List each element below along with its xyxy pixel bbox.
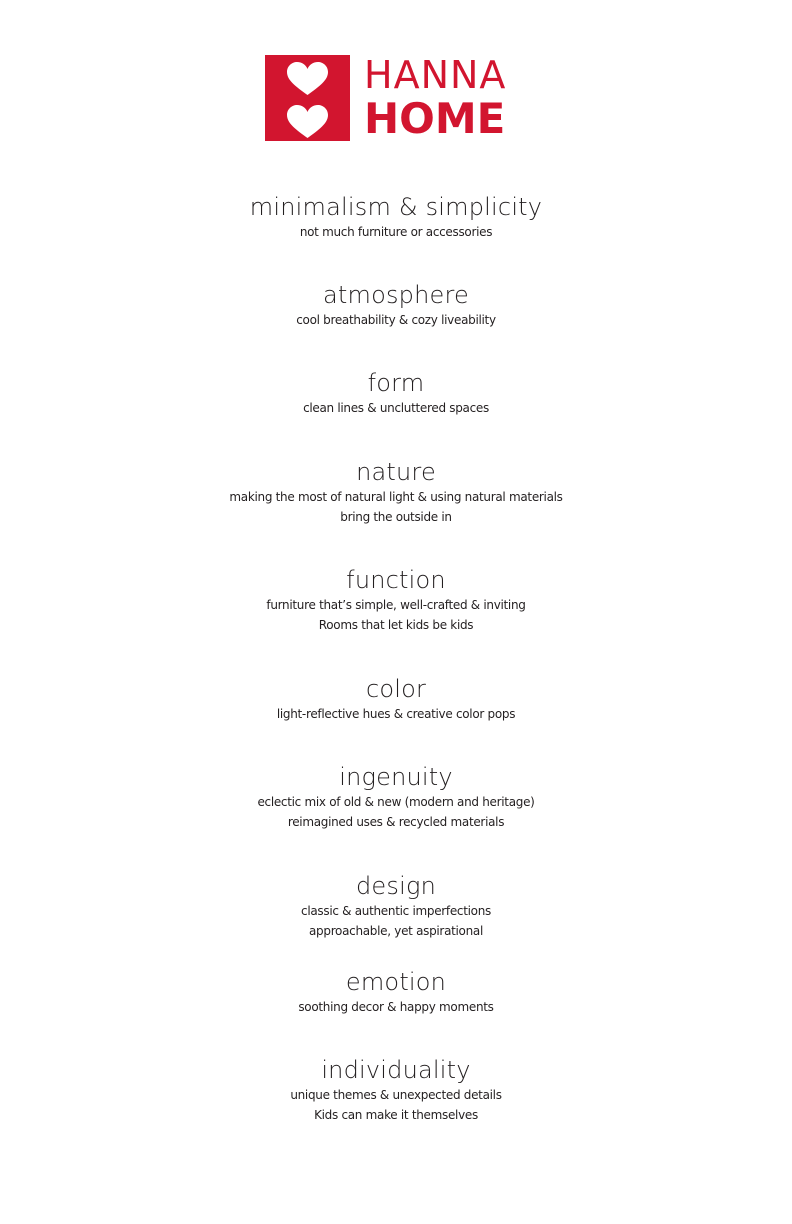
section-heading: individuality	[321, 1056, 471, 1084]
section-heading: design	[356, 872, 436, 900]
section-heading: emotion	[345, 968, 447, 996]
section-emotion	[0, 967, 792, 1017]
section-line: reimagined uses & recycled materials	[287, 815, 505, 829]
section-line: clean lines & uncluttered spaces	[303, 401, 489, 415]
section-form	[0, 368, 792, 418]
brand-wordmark	[364, 55, 506, 142]
section-design	[0, 871, 792, 941]
section-heading: color	[365, 675, 427, 703]
section-heading: function	[346, 566, 446, 594]
heart-logo-icon	[265, 55, 350, 141]
brand-line2: HOME	[364, 94, 506, 143]
section-line: light-reflective hues & creative color pops	[276, 707, 516, 721]
section-line: unique themes & unexpected details	[290, 1088, 502, 1102]
section-line: Rooms that let kids be kids	[318, 618, 474, 632]
section-minimalism	[0, 192, 792, 242]
section-line: furniture that’s simple, well-crafted & inviting	[266, 598, 526, 612]
section-atmosphere	[0, 280, 792, 330]
section-line: bring the outside in	[340, 510, 452, 524]
section-heading: nature	[356, 458, 436, 486]
section-line: cool breathability & cozy liveability	[296, 313, 496, 327]
section-color	[0, 674, 792, 724]
brand-logo	[265, 55, 506, 143]
section-line: eclectic mix of old & new (modern and heritage)	[257, 795, 535, 809]
section-individuality	[0, 1055, 792, 1125]
section-line: approachable, yet aspirational	[309, 924, 483, 938]
section-line: classic & authentic imperfections	[301, 904, 491, 918]
section-heading: atmosphere	[323, 281, 469, 309]
section-line: not much furniture or accessories	[299, 225, 493, 239]
section-line: Kids can make it themselves	[314, 1108, 478, 1122]
section-function	[0, 565, 792, 635]
section-heading: minimalism & simplicity	[249, 193, 543, 221]
section-line: making the most of natural light & using natural materials	[229, 490, 563, 504]
section-nature	[0, 457, 792, 527]
section-line: soothing decor & happy moments	[298, 1000, 494, 1014]
section-heading: form	[367, 369, 425, 397]
section-heading: ingenuity	[339, 763, 453, 791]
section-ingenuity	[0, 762, 792, 832]
brand-line1: HANNA	[364, 53, 507, 97]
